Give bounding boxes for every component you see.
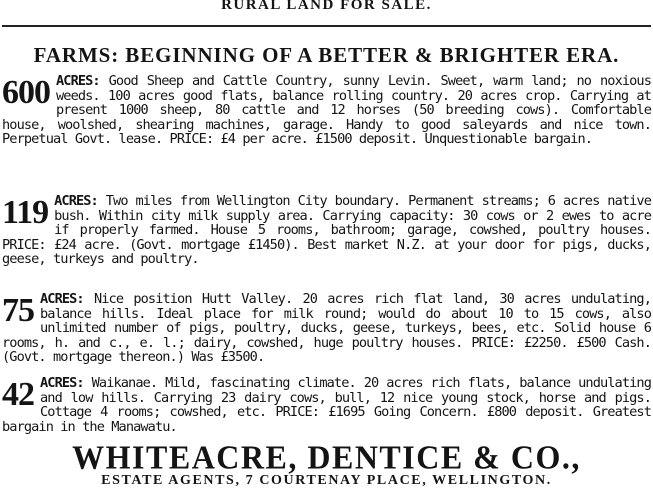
listing-lead: ACRES: (40, 375, 84, 391)
agent-address: ESTATE AGENTS, 7 COURTENAY PLACE, WELLINGTON. (101, 473, 552, 488)
section-header: RURAL LAND FOR SALE. (221, 0, 432, 13)
listing-lead: ACRES: (54, 193, 98, 209)
headline: FARMS: BEGINNING OF A BETTER & BRIGHTER ERA. (33, 43, 620, 67)
listing-lead: ACRES: (56, 73, 100, 89)
listing-600-acres (2, 74, 651, 147)
listing-text (2, 292, 651, 365)
listing-acres-number: 75 (2, 292, 34, 329)
listing-body: Two miles from Wellington City boundary. Permanent streams; 6 acres native bush. Within city milk supply area. Carrying capacity: 30 cows or 2 ewes to acre if properly farmed. House 5 rooms, bathroom; garage, cowshed, poultry houses. PRICE: £24 acre. (Govt. mortgage £1450). Best market N.Z. at your door for pigs, ducks, geese, turkeys and poultry. (2, 193, 651, 267)
listing-lead: ACRES: (40, 291, 84, 307)
listing-text (2, 194, 651, 267)
listing-acres-number: 119 (2, 194, 49, 231)
listing-body: Waikanae. Mild, fascinating climate. 20 acres rich flats, balance undulating and low hills. Carrying 23 dairy cows, bull, 12 nice young stock, horse and pigs. Cottage 4 rooms; cowshed, etc. PRICE: £1695 Going Concern. £800 deposit. Greatest bargain in the Manawatu. (2, 375, 651, 435)
listing-119-acres (2, 194, 651, 267)
listing-body: Nice position Hutt Valley. 20 acres rich flat land, 30 acres undulating, balance hills. Ideal place for milk round; would do about 10 to 15 cows, also unlimited number of pigs, poultry, ducks, geese, turkeys, bees, etc. Solid house 6 rooms, h. and c., e. l.; dairy, cowshed, huge poultry houses. PRICE: £2250. £500 Cash. (Govt. mortgage thereon.) Was £3500. (2, 291, 651, 365)
listing-text (2, 74, 651, 147)
top-rule (2, 25, 651, 27)
agent-name: WHITEACRE, DENTICE & CO., (72, 438, 581, 476)
listing-42-acres (2, 376, 651, 434)
listing-text (2, 376, 651, 434)
listing-acres-number: 600 (2, 74, 50, 111)
listing-acres-number: 42 (2, 376, 34, 413)
listing-75-acres (2, 292, 651, 365)
listing-body: Good Sheep and Cattle Country, sunny Levin. Sweet, warm land; no noxious weeds. 100 acres good flats, balance rolling country. 20 acres crop. Carrying at present 1000 sheep, 80 cattle and 12 horses (50 breeding cows). Comfortable house, woolshed, shearing machines, garage. Handy to good saleyards and nice town. Perpetual Govt. lease. PRICE: £4 per acre. £1500 deposit. Unquestionable bargain. (2, 73, 651, 147)
